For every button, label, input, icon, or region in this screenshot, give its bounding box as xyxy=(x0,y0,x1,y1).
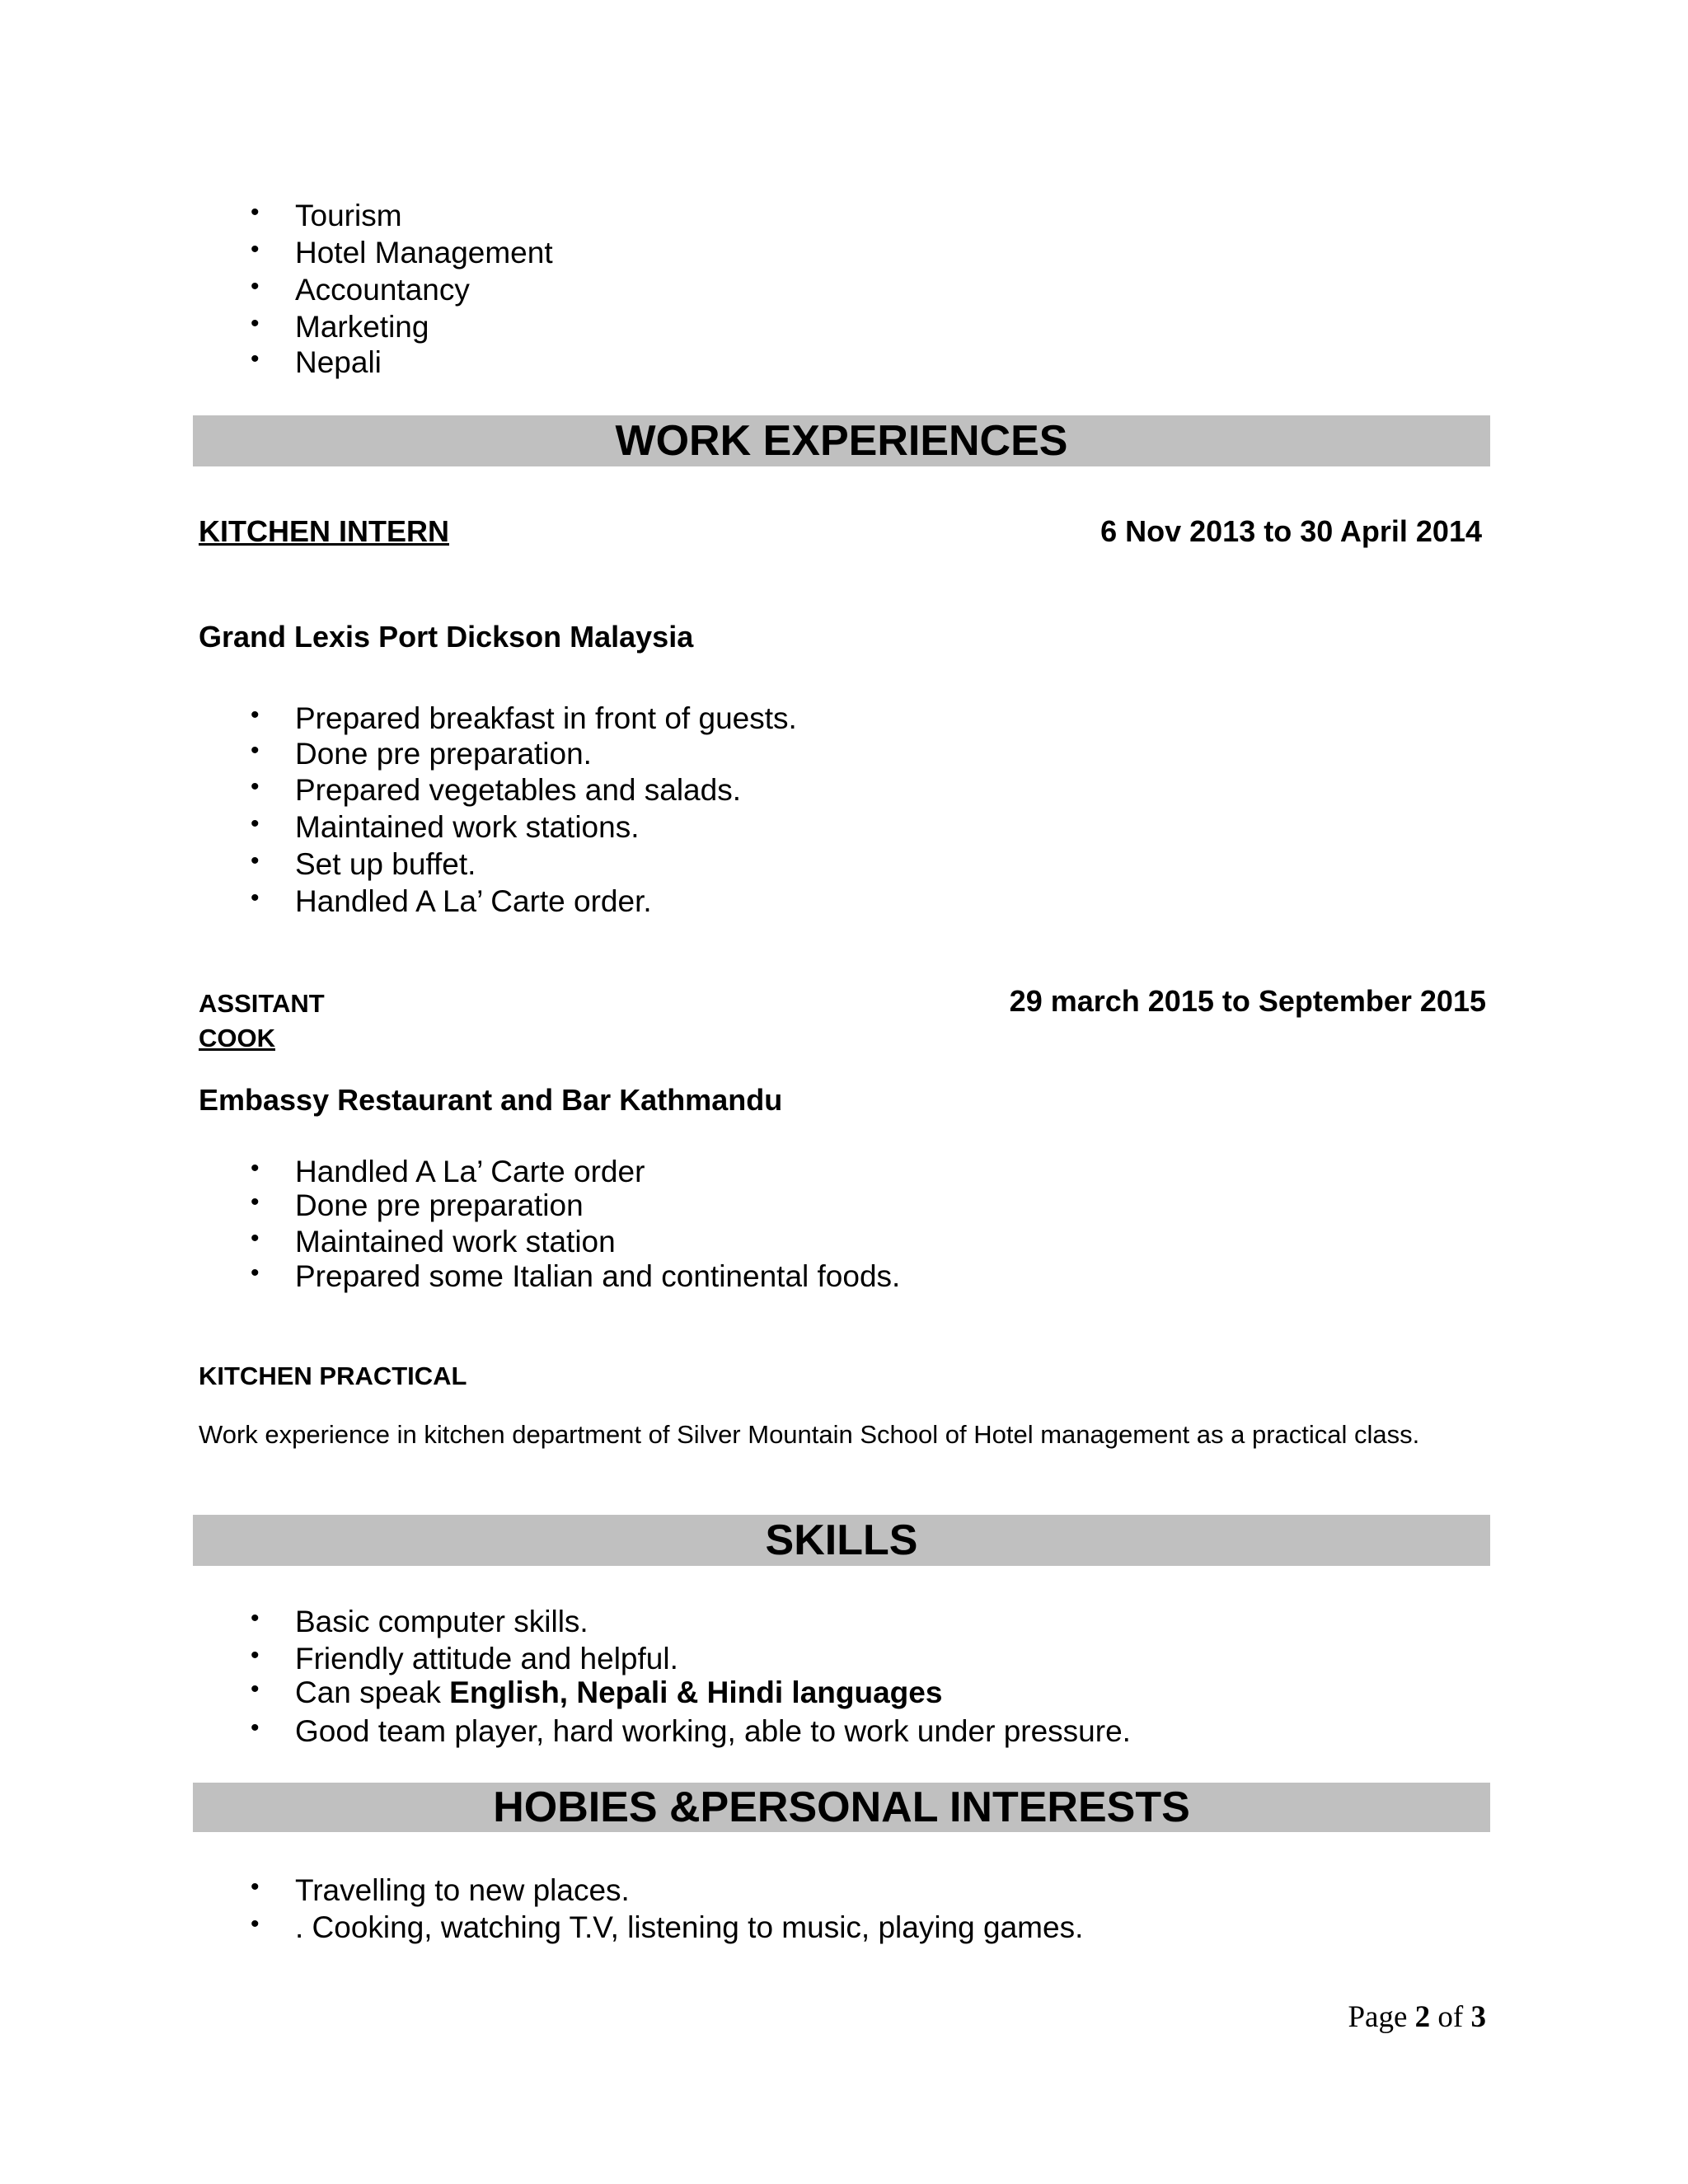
practical-description: Work experience in kitchen department of Silver Mountain School of Hotel management as a practical class. xyxy=(199,1420,1420,1449)
bullet-icon: • xyxy=(251,773,260,800)
page-number: Page 2 of 3 xyxy=(1348,2000,1486,2034)
bullet-icon: • xyxy=(251,1714,260,1741)
work-experiences-heading: WORK EXPERIENCES xyxy=(193,415,1490,466)
practical-title: KITCHEN PRACTICAL xyxy=(199,1361,467,1390)
job-title-line2: COOK xyxy=(199,1024,275,1052)
bullet-icon: • xyxy=(251,1605,260,1632)
bullet-icon: • xyxy=(251,236,260,263)
bullet-icon: • xyxy=(251,1642,260,1669)
bullet-icon: • xyxy=(251,1259,260,1286)
bullet-icon: • xyxy=(251,273,260,300)
bullet-icon: • xyxy=(251,1873,260,1900)
company-name: Grand Lexis Port Dickson Malaysia xyxy=(199,620,694,654)
bullet-icon: • xyxy=(251,884,260,912)
job-dates: 29 march 2015 to September 2015 xyxy=(1009,984,1486,1018)
company-name: Embassy Restaurant and Bar Kathmandu xyxy=(199,1083,783,1117)
bullet-icon: • xyxy=(251,1910,260,1938)
bullet-icon: • xyxy=(251,1155,260,1182)
bullet-icon: • xyxy=(251,345,260,373)
bullet-icon: • xyxy=(251,701,260,729)
bullet-icon: • xyxy=(251,737,260,764)
bullet-icon: • xyxy=(251,847,260,874)
bullet-icon: • xyxy=(251,1225,260,1252)
job-dates: 6 Nov 2013 to 30 April 2014 xyxy=(1100,514,1482,548)
bullet-icon: • xyxy=(251,199,260,226)
job-title: KITCHEN INTERN xyxy=(199,514,449,548)
bullet-icon: • xyxy=(251,810,260,837)
bullet-icon: • xyxy=(251,1675,260,1703)
bullet-icon: • xyxy=(251,1188,260,1216)
hobbies-heading: HOBIES &PERSONAL INTERESTS xyxy=(193,1783,1490,1832)
bullet-icon: • xyxy=(251,310,260,337)
languages-bold: English, Nepali & Hindi languages xyxy=(449,1675,943,1709)
job-title-line1: ASSITANT xyxy=(199,989,325,1018)
skills-heading: SKILLS xyxy=(193,1515,1490,1566)
